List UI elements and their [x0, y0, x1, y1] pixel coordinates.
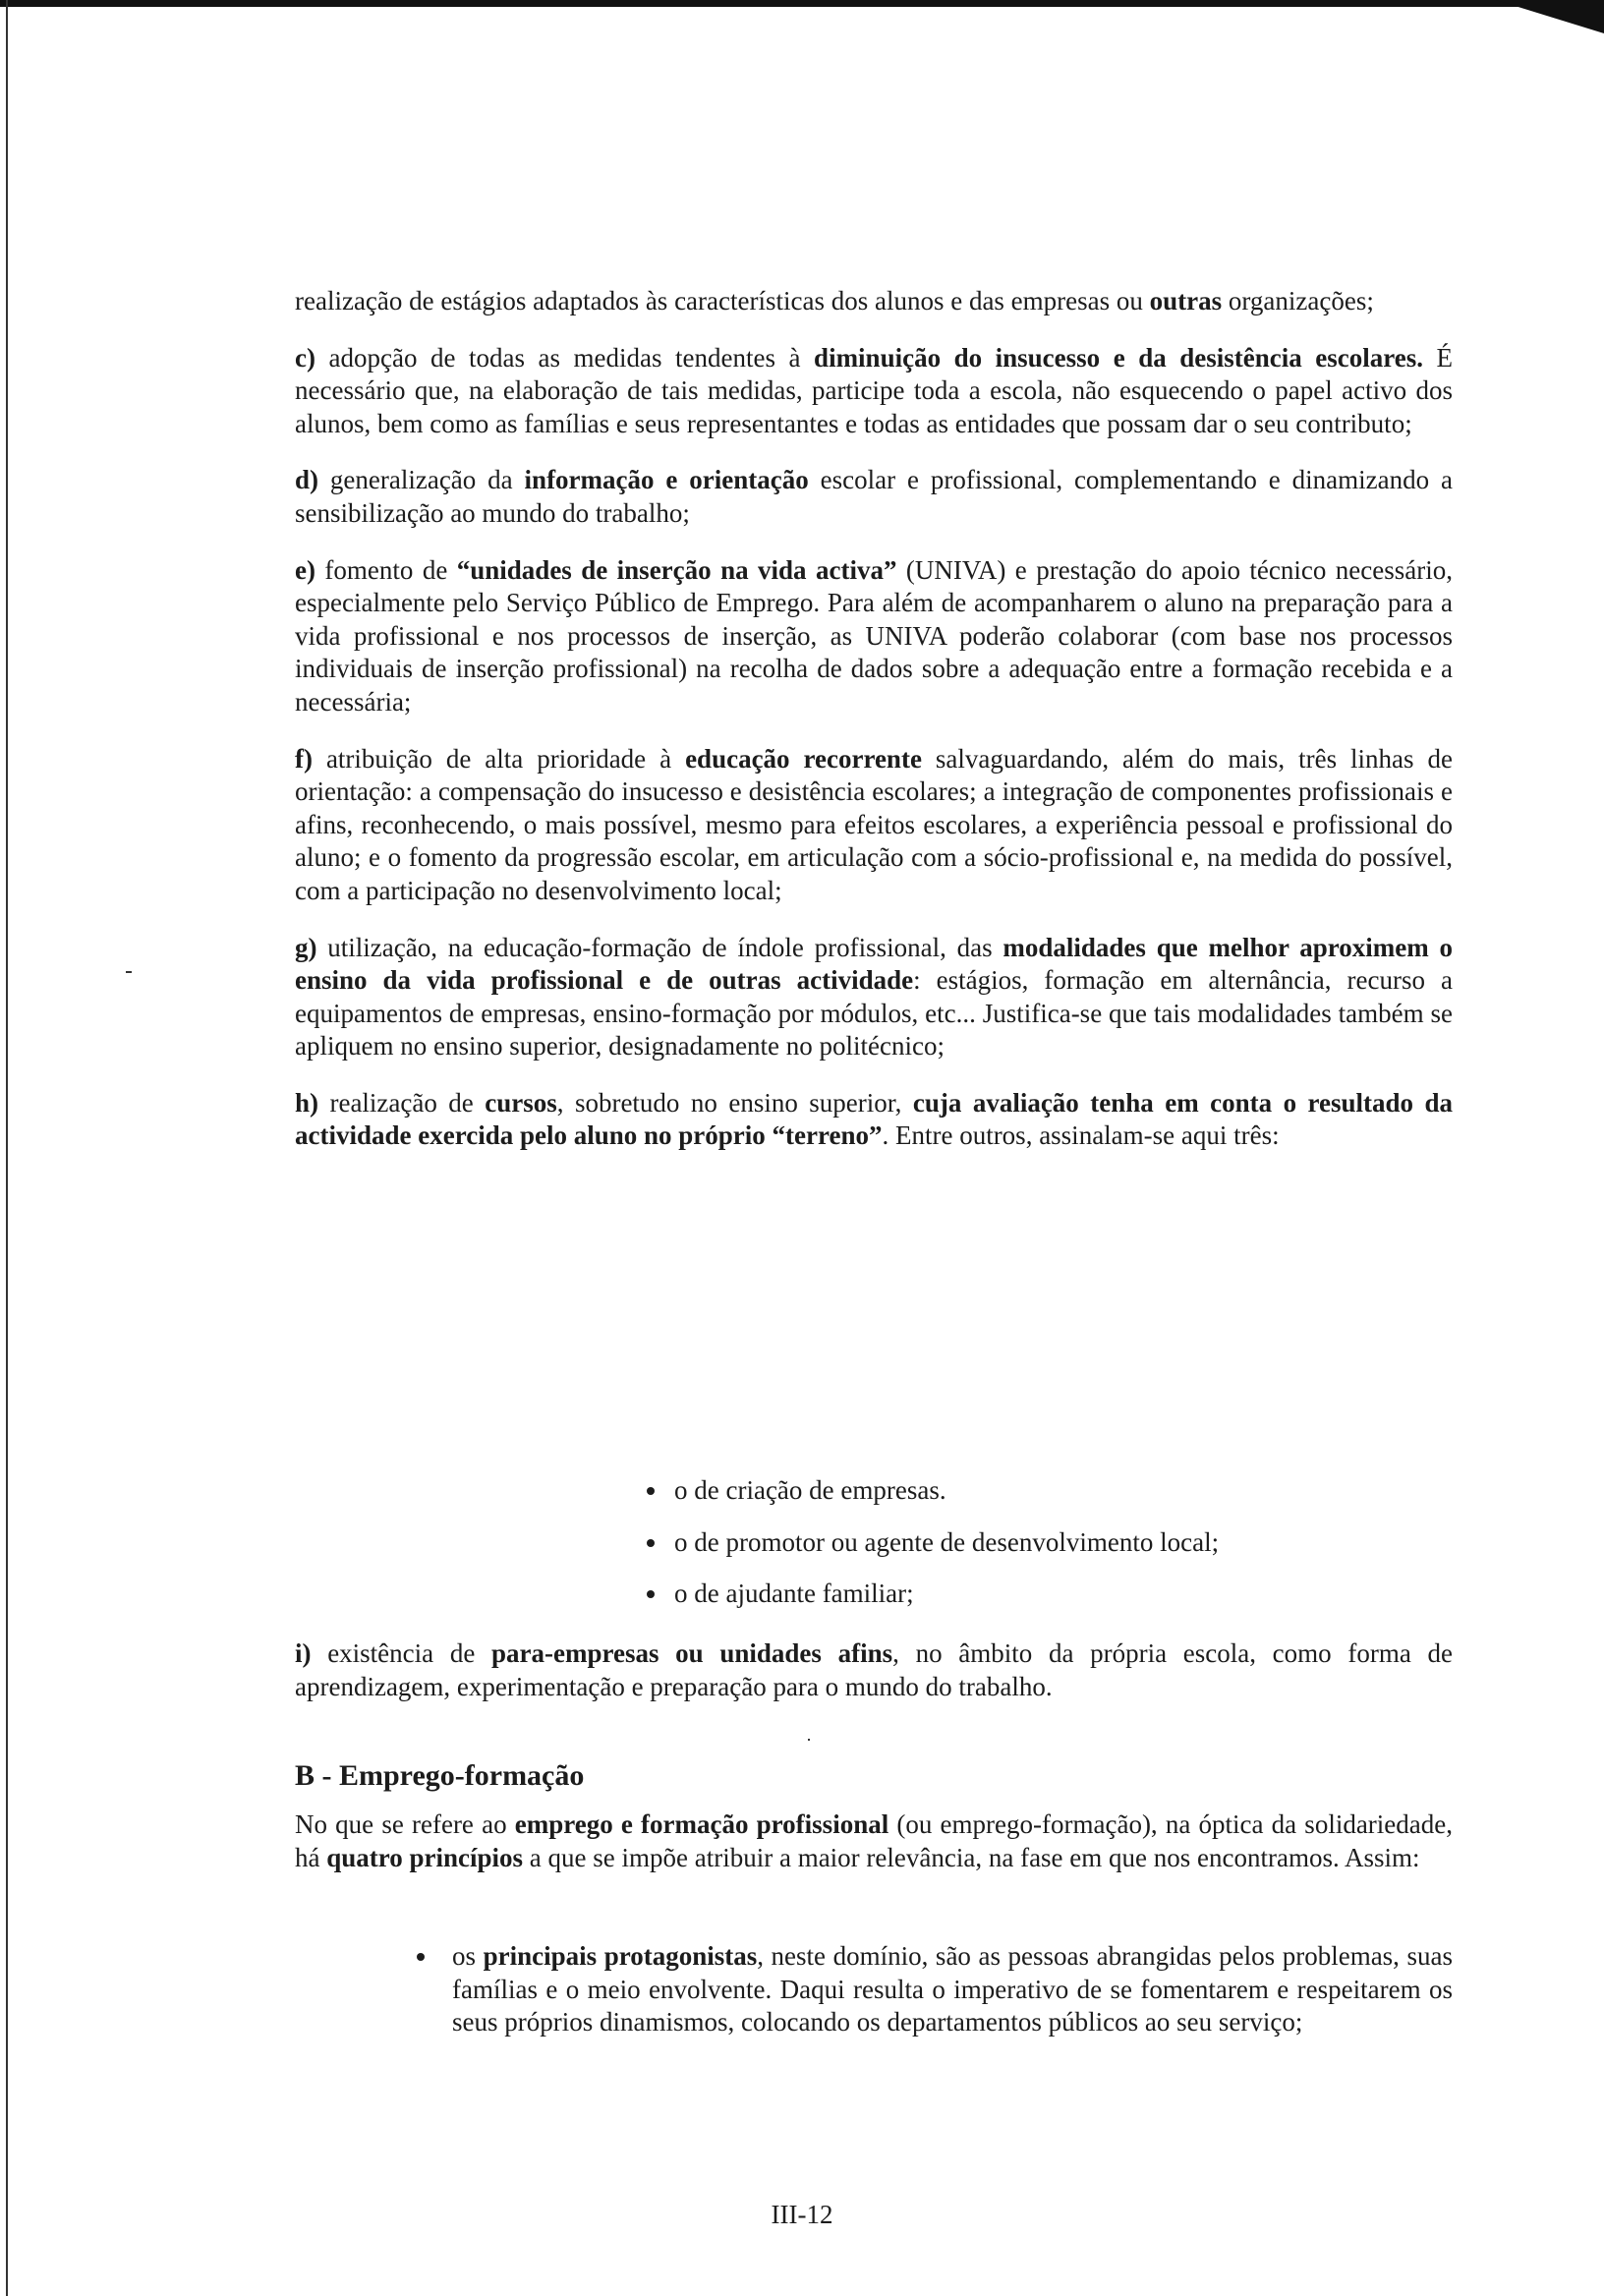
paragraph-h: [295, 1087, 1453, 1153]
scan-speck: [126, 971, 132, 973]
bullet-icon: [647, 1590, 655, 1598]
item-marker: c): [295, 342, 315, 373]
list-item-text: o de ajudante familiar;: [674, 1578, 914, 1609]
text: os: [452, 1941, 484, 1971]
text: adopção de todas as medidas tendentes à: [315, 342, 815, 373]
bold-text: para-empresas ou unidades afins: [491, 1638, 893, 1668]
principles-list: [411, 1940, 1453, 2039]
text: No que se refere ao: [295, 1809, 515, 1839]
item-marker: e): [295, 554, 315, 585]
bullet-icon: [647, 1539, 655, 1547]
text: a que se impõe atribuir a maior relevância, na fase em que nos encontramos. Assim:: [523, 1842, 1420, 1872]
text: , neste domínio, são as pessoas abrangidas pelos problemas, suas famílias e o meio envolvente. Daqui resulta o imperativo de se fomentarem e respeitarem os seus próprios dinamismos, colocando os departamentos públicos ao seu serviço;: [452, 1941, 1454, 2038]
item-marker: g): [295, 932, 317, 962]
bold-text: emprego e formação profissional: [514, 1809, 889, 1839]
section-heading: B - Emprego-formação: [295, 1759, 585, 1792]
document-body: [295, 285, 1453, 1171]
text: utilização, na educação-formação de índole profissional, das: [316, 932, 1003, 962]
text: generalização da: [318, 465, 525, 495]
item-marker: i): [295, 1638, 312, 1668]
bullet-icon: [647, 1487, 655, 1495]
text: : estágios, formação em alternância, recurso a equipamentos de empresas, ensino-formação por módulos, etc... Justifica-se que tais modalidades também se apliquem no ensino superior, designadamente no politécnico;: [295, 965, 1454, 1062]
bold-text: informação e orientação: [524, 465, 809, 495]
item-marker: f): [295, 743, 313, 774]
text: atribuição de alta prioridade à: [312, 743, 686, 774]
text: É necessário que, na elaboração de tais medidas, participe toda a escola, não esquecendo o papel activo dos alunos, bem como as famílias e seus representantes e todas as entidades que possam dar o seu contributo;: [295, 342, 1454, 438]
text: , no âmbito da própria escola, como forma de aprendizagem, experimentação e preparação para o mundo do trabalho.: [295, 1638, 1453, 1701]
list-item: [639, 1474, 1327, 1508]
list-item-text: o de criação de empresas.: [674, 1475, 946, 1505]
item-marker: h): [295, 1087, 319, 1118]
paragraph-i-block: [295, 1637, 1453, 1727]
paragraph-f: [295, 743, 1453, 908]
bold-text: “unidades de inserção na vida activa”: [456, 554, 897, 585]
text: . Entre outros, assinalam-se aqui três:: [882, 1120, 1280, 1151]
bold-text: quatro princípios: [326, 1842, 524, 1872]
section-b: [295, 1759, 1453, 1898]
bold-text: outras: [1149, 286, 1223, 316]
scan-border-top: [0, 0, 1604, 7]
bold-text: cuja avaliação tenha em conta o resultado da actividade exercida pelo aluno no próprio “terreno”: [295, 1087, 1453, 1151]
text: organizações;: [1222, 286, 1374, 316]
paragraph-e: [295, 554, 1453, 719]
bold-text: cursos: [485, 1087, 557, 1118]
bold-text: educação recorrente: [685, 743, 922, 774]
text: (UNIVA) e prestação do apoio técnico necessário, especialmente pelo Serviço Público de Emprego. Para além de acompanharem o aluno na preparação para a vida profissional e nos processos de inserção, as UNIVA poderão colaborar (com base nos processos individuais de inserção profissional) na recolha de dados sobre a adequação entre a formação recebida e a necessária;: [295, 554, 1454, 717]
bold-text: principais protagonistas: [483, 1941, 758, 1971]
text: (ou emprego-formação), na óptica da solidariedade, há: [295, 1809, 1453, 1872]
item-marker: d): [295, 465, 319, 495]
bullet-icon: [417, 1953, 425, 1961]
list-item-text: o de promotor ou agente de desenvolvimento local;: [674, 1526, 1220, 1557]
paragraph-d: [295, 464, 1453, 530]
scan-corner-mark: [1496, 0, 1604, 33]
page-number: III-12: [771, 2200, 833, 2229]
paragraph-b-intro: [295, 1808, 1453, 1874]
list-item: [639, 1526, 1327, 1560]
bold-text: modalidades que melhor aproximem o ensino da vida profissional e de outras actividade: [295, 932, 1453, 996]
paragraph-intro: [295, 285, 1453, 318]
paragraph-i: [295, 1637, 1453, 1703]
text: escolar e profissional, complementando e dinamizando a sensibilização ao mundo do trabalho;: [295, 465, 1453, 528]
paragraph-c: [295, 342, 1453, 441]
scan-speck: [808, 1739, 810, 1741]
bold-text: diminuição do insucesso e da desistência escolares.: [814, 342, 1423, 373]
text: realização de estágios adaptados às características dos alunos e das empresas ou: [295, 286, 1150, 316]
list-item: [411, 1940, 1453, 2039]
text: realização de: [318, 1087, 486, 1118]
text: existência de: [311, 1638, 491, 1668]
courses-list: [639, 1474, 1327, 1630]
scan-border-left: [6, 0, 8, 2296]
list-item: [639, 1578, 1327, 1611]
text: salvaguardando, além do mais, três linhas de orientação: a compensação do insucesso e desistência escolares; a integração de componentes profissionais e afins, reconhecendo, o mais possível, mesmo para efeitos escolares, a experiência pessoal e profissional do aluno; e o fomento da progressão escolar, em articulação com a sócio-profissional e, na medida do possível, com a participação no desenvolvimento local;: [295, 743, 1453, 905]
text: fomento de: [315, 554, 457, 585]
paragraph-g: [295, 932, 1453, 1063]
text: , sobretudo no ensino superior,: [556, 1087, 913, 1118]
